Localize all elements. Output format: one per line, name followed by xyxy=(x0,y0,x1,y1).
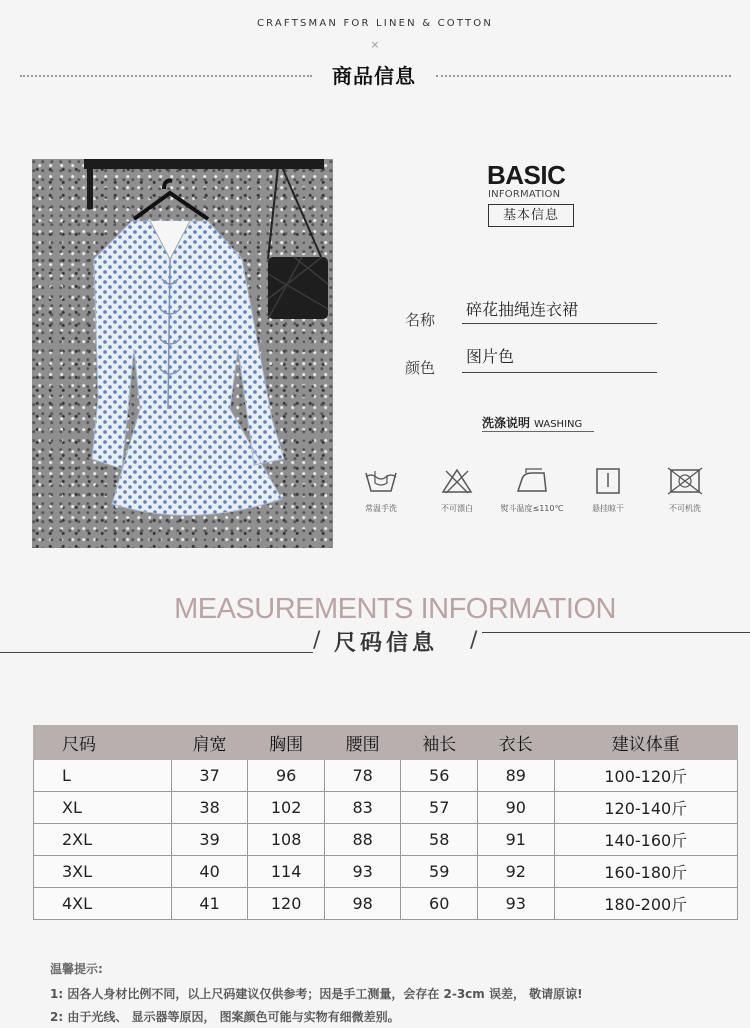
product-photo xyxy=(32,159,333,548)
table-row xyxy=(34,888,738,920)
field-label-name: 名称 xyxy=(405,311,436,329)
cell-weight: 160-180斤 xyxy=(554,856,737,888)
cell-shoulder: 41 xyxy=(171,888,248,920)
cell-shoulder: 38 xyxy=(171,792,248,824)
cell-shoulder: 39 xyxy=(171,824,248,856)
table-row xyxy=(34,760,738,792)
col-weight: 建议体重 xyxy=(554,726,737,760)
cell-waist: 78 xyxy=(324,760,401,792)
care-label-hang-dry: 悬挂晾干 xyxy=(592,504,624,513)
cell-bust: 108 xyxy=(248,824,325,856)
care-item-hang-dry xyxy=(573,467,643,514)
cell-size: 4XL xyxy=(34,888,172,920)
measurements-line-left xyxy=(0,652,313,653)
cell-size: 2XL xyxy=(34,824,172,856)
cell-shoulder: 40 xyxy=(171,856,248,888)
size-table xyxy=(33,725,738,920)
cell-size: L xyxy=(34,760,172,792)
cell-sleeve: 58 xyxy=(401,824,478,856)
col-waist: 腰围 xyxy=(324,726,401,760)
cell-shoulder: 37 xyxy=(171,760,248,792)
cell-sleeve: 60 xyxy=(401,888,478,920)
iron-icon xyxy=(514,467,550,495)
size-table-header xyxy=(34,726,738,760)
note-item-2: 2: 由于光线、 显示器等原因， 图案颜色可能与实物有细微差别。 xyxy=(50,1010,400,1024)
table-row xyxy=(34,792,738,824)
no-machine-wash-icon xyxy=(667,467,703,495)
note-item-1: 1: 因各人身材比例不同，以上尺码建议仅供参考；因是手工测量，会存在 2-3cm 误差， 敬请原谅! xyxy=(50,987,583,1001)
no-bleach-icon xyxy=(439,467,475,495)
col-sleeve: 袖长 xyxy=(401,726,478,760)
washing-title-en: WASHING xyxy=(534,419,583,430)
section-title-product-info: 商品信息 xyxy=(332,64,416,88)
divider-right xyxy=(436,75,731,77)
care-label-no-bleach: 不可漂白 xyxy=(441,504,473,513)
brand-tagline: CRAFTSMAN FOR LINEN & COTTON xyxy=(256,18,494,29)
care-label-no-machine-wash: 不可机洗 xyxy=(669,504,701,513)
field-value-color: 图片色 xyxy=(466,347,515,366)
measurements-line-right xyxy=(482,632,750,633)
cell-weight: 120-140斤 xyxy=(554,792,737,824)
hand-wash-icon xyxy=(363,467,399,495)
measurements-title-en: MEASUREMENTS INFORMATION xyxy=(174,593,616,625)
care-label-hand-wash: 常温手洗 xyxy=(365,504,397,513)
col-shoulder: 肩宽 xyxy=(171,726,248,760)
divider-left xyxy=(20,75,312,77)
brand-mark: × xyxy=(370,38,380,51)
cell-bust: 102 xyxy=(248,792,325,824)
field-underline-name xyxy=(462,323,657,324)
col-size: 尺码 xyxy=(34,726,172,760)
field-underline-color xyxy=(462,372,657,373)
cell-length: 89 xyxy=(477,760,554,792)
washing-title-cn: 洗涤说明 xyxy=(482,416,531,430)
cell-bust: 120 xyxy=(248,888,325,920)
cell-weight: 100-120斤 xyxy=(554,760,737,792)
col-length: 衣长 xyxy=(477,726,554,760)
cell-bust: 96 xyxy=(248,760,325,792)
cell-length: 93 xyxy=(477,888,554,920)
cell-waist: 88 xyxy=(324,824,401,856)
measurements-title-cn: 尺码信息 xyxy=(334,631,439,656)
basic-cn-title: 基本信息 xyxy=(488,204,574,227)
cell-weight: 180-200斤 xyxy=(554,888,737,920)
measurements-slash-right: / xyxy=(470,628,478,653)
washing-underline xyxy=(482,431,594,432)
washing-title xyxy=(482,414,582,431)
field-label-color: 颜色 xyxy=(405,359,436,377)
care-item-no-bleach xyxy=(422,467,492,514)
table-row xyxy=(34,824,738,856)
cell-sleeve: 57 xyxy=(401,792,478,824)
cell-length: 92 xyxy=(477,856,554,888)
care-item-no-machine-wash xyxy=(650,467,720,514)
cell-waist: 93 xyxy=(324,856,401,888)
cell-sleeve: 56 xyxy=(401,760,478,792)
cell-waist: 83 xyxy=(324,792,401,824)
cell-size: 3XL xyxy=(34,856,172,888)
hang-dry-icon xyxy=(590,467,626,495)
col-bust: 胸围 xyxy=(248,726,325,760)
cell-length: 91 xyxy=(477,824,554,856)
cell-size: XL xyxy=(34,792,172,824)
care-item-hand-wash xyxy=(346,467,416,514)
cell-sleeve: 59 xyxy=(401,856,478,888)
care-label-iron: 熨斗温度≤110℃ xyxy=(500,504,564,513)
cell-length: 90 xyxy=(477,792,554,824)
basic-subtitle: INFORMATION xyxy=(488,189,561,200)
cell-weight: 140-160斤 xyxy=(554,824,737,856)
care-item-iron xyxy=(497,467,567,514)
basic-title: BASIC xyxy=(487,160,566,190)
field-value-name: 碎花抽绳连衣裙 xyxy=(466,300,579,319)
cell-bust: 114 xyxy=(248,856,325,888)
notes-title: 温馨提示: xyxy=(50,962,103,976)
measurements-slash-left: / xyxy=(313,628,321,653)
table-row xyxy=(34,856,738,888)
cell-waist: 98 xyxy=(324,888,401,920)
dress-illustration xyxy=(32,159,333,548)
